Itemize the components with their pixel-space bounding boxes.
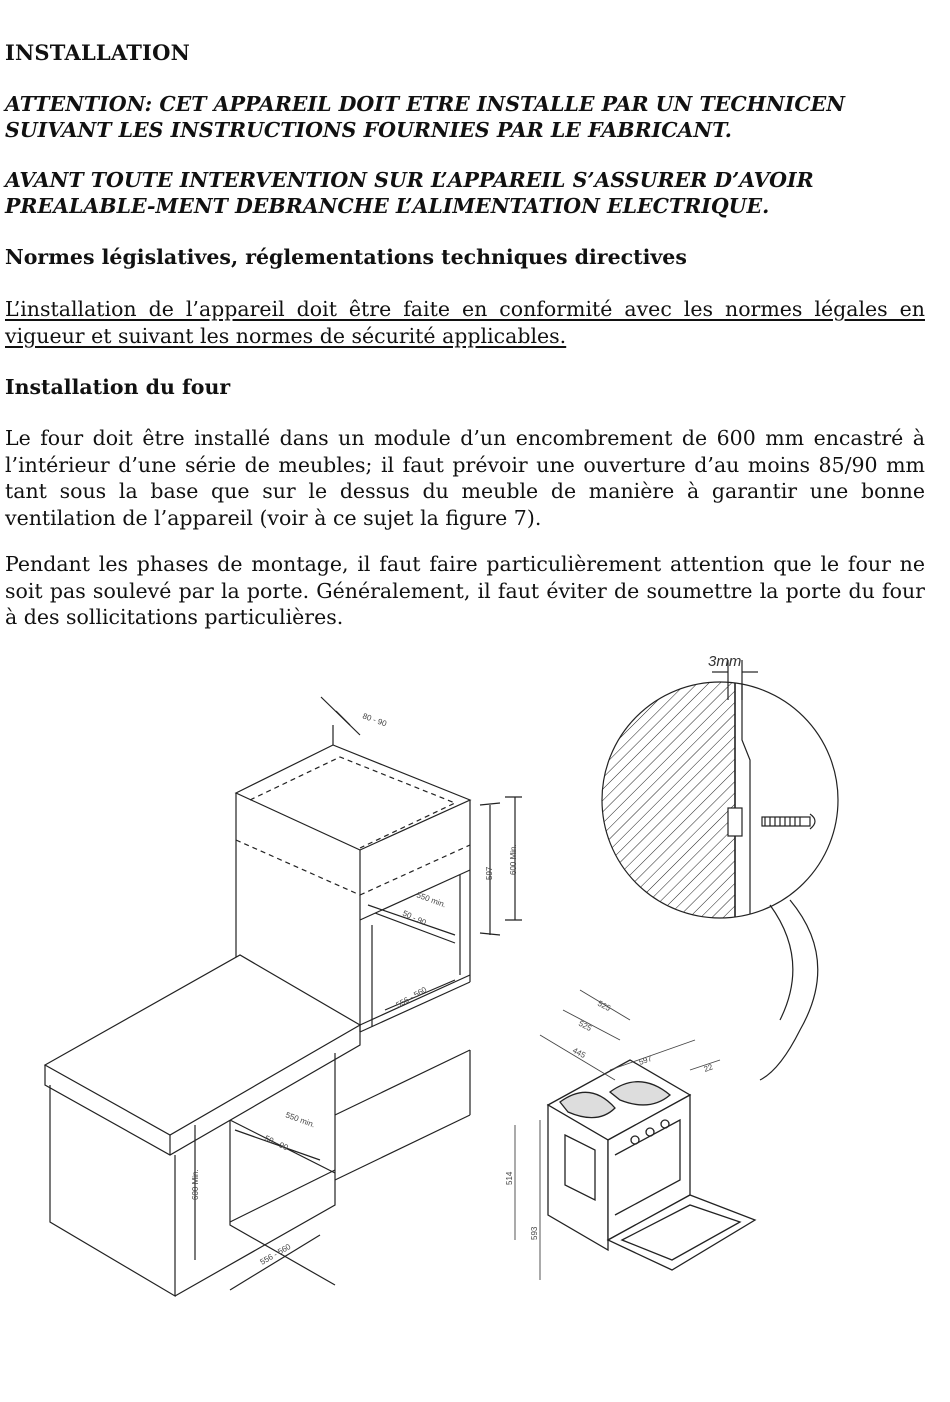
dim-label: 514	[505, 1171, 514, 1185]
base-cabinet-drawing	[45, 955, 470, 1296]
warning-installer: ATTENTION: CET APPAREIL DOIT ETRE INSTALLE PAR UN TECHNICEN SUIVANT LES INSTRUCTIONS FOURNIES PAR LE FABRICANT.	[5, 92, 846, 142]
dim-label: 80 - 90	[361, 711, 388, 729]
detail-gap-label: 3mm	[708, 653, 742, 670]
dim-label: 593	[530, 1226, 539, 1240]
paragraph-norms: L’installation de l’appareil doit être faite en conformité avec les normes légales en vigueur et suivant les normes de sécurité applicables.	[5, 297, 925, 348]
dim-label: 556 - 560	[394, 985, 429, 1010]
dim-label: 600 Min.	[509, 844, 518, 875]
dim-label: 597	[637, 1053, 654, 1067]
detail-circle	[600, 660, 838, 1080]
dim-label: 600 Min.	[191, 1169, 200, 1200]
dim-label: 556 - 560	[258, 1242, 293, 1267]
dim-label: 525	[577, 1018, 594, 1034]
heading-oven-install: Installation du four	[5, 375, 231, 399]
installation-figure	[0, 640, 950, 1340]
dim-label: 597	[485, 866, 494, 880]
dim-label: 525	[596, 998, 613, 1014]
dim-label: 550 min.	[415, 890, 448, 910]
warning-power: AVANT TOUTE INTERVENTION SUR L’APPAREIL S’ASSURER D’AVOIR PREALABLE-MENT DEBRANCHE L’ALIMENTATION ELECTRIQUE.	[5, 168, 814, 218]
oven-drawing	[548, 1060, 755, 1270]
paragraph-oven-2: Pendant les phases de montage, il faut faire particulièrement attention que le four ne soit pas soulevé par la porte. Généralement, il faut éviter de soumettre la porte du four à des sollicitations particulières.	[5, 552, 925, 629]
dim-label: 22	[702, 1062, 715, 1074]
section-title: INSTALLATION	[5, 40, 190, 65]
dim-label: 50 - 90	[401, 908, 428, 928]
tall-cabinet-dims	[361, 711, 518, 1009]
paragraph-oven-1: Le four doit être installé dans un module d’un encombrement de 600 mm encastré à l’intérieur d’une série de meubles; il faut prévoir une ouverture d’au moins 85/90 mm tant sous la base que sur le dessus du meuble de manière à garantir une bonne ventilation de l’appareil (voir à ce sujet la figure 7).	[5, 426, 925, 530]
dim-label: 50 - 90	[263, 1133, 290, 1153]
heading-norms: Normes législatives, réglementations techniques directives	[5, 245, 687, 269]
dim-label: 445	[571, 1045, 588, 1061]
dim-label: 550 min.	[284, 1110, 317, 1130]
